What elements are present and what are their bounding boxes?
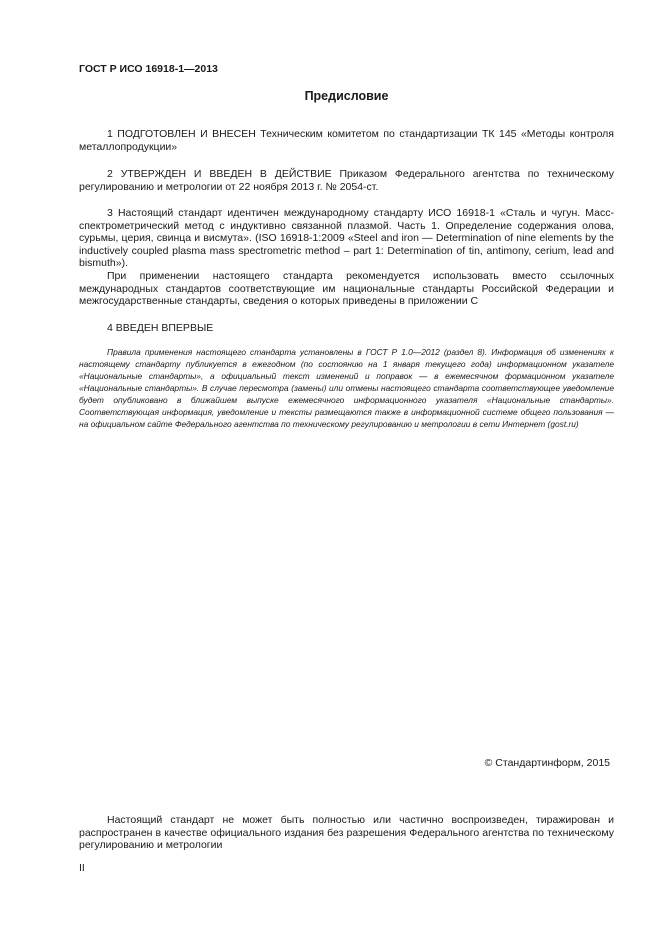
paragraph-approved: 2 УТВЕРЖДЕН И ВВЕДЕН В ДЕЙСТВИЕ Приказом Федерального агентства по техническому регулированию и метрологии от 22 ноября 2013 г. № 2054-ст. — [79, 168, 614, 193]
reproduction-notice: Настоящий стандарт не может быть полностью или частично воспроизведен, тиражирован и распространен в качестве официального издания без разрешения Федерального агентства по техническому регулированию и метрологии — [79, 814, 614, 852]
page-title: Предисловие — [304, 89, 389, 103]
paragraph-identical-standard: 3 Настоящий стандарт идентичен международному стандарту ИСО 16918-1 «Сталь и чугун. Масс-спектрометрический метод с индуктивно связанной плазмой. Часть 1. Определение содержания олова, сурьмы, церия, свинца и висмута». (ISO 16918-1:2009 «Steel and iron — Determination of nine elements by the inductively coupled plasma mass spectrometric method – part 1: Determination of tin, antimony, cerium, lead and bismuth»). — [79, 207, 614, 270]
paragraph-introduced-first: 4 ВВЕДЕН ВПЕРВЫЕ — [107, 322, 214, 334]
paragraph-reference-standards: При применении настоящего стандарта рекомендуется использовать вместо ссылочных международных стандартов соответствующие им национальные стандарты Российской Федерации и межгосударственные стандарты, сведения о которых приведены в приложении С — [79, 270, 614, 308]
paragraph-prepared-by: 1 ПОДГОТОВЛЕН И ВНЕСЕН Техническим комитетом по стандартизации ТК 145 «Методы контроля металлопродукции» — [79, 128, 614, 153]
document-number-header: ГОСТ Р ИСО 16918-1—2013 — [79, 63, 218, 75]
page-number: II — [79, 862, 85, 874]
copyright-notice: © Стандартинформ, 2015 — [484, 757, 610, 769]
application-rules-note: Правила применения настоящего стандарта установлены в ГОСТ Р 1.0—2012 (раздел 8). Информация об изменениях к настоящему стандарту публикуется в ежегодном (по состоянию на 1 января текущего года) информационном указателе «Национальные стандарты», а официальный текст изменений и поправок — в ежемесячном формационном указателе «Национальные стандарты». В случае пересмотра (замены) или отмены настоящего стандарта соответствующее уведомление будет опубликовано в ближайшем выпуске ежемесячного информационного указателя «Национальные стандарты». Соответствующая информация, уведомление и тексты размещаются также в информационной системе общего пользования — на официальном сайте Федерального агентства по техническому регулированию и метрологии в сети Интернет (gost.ru) — [79, 347, 614, 429]
